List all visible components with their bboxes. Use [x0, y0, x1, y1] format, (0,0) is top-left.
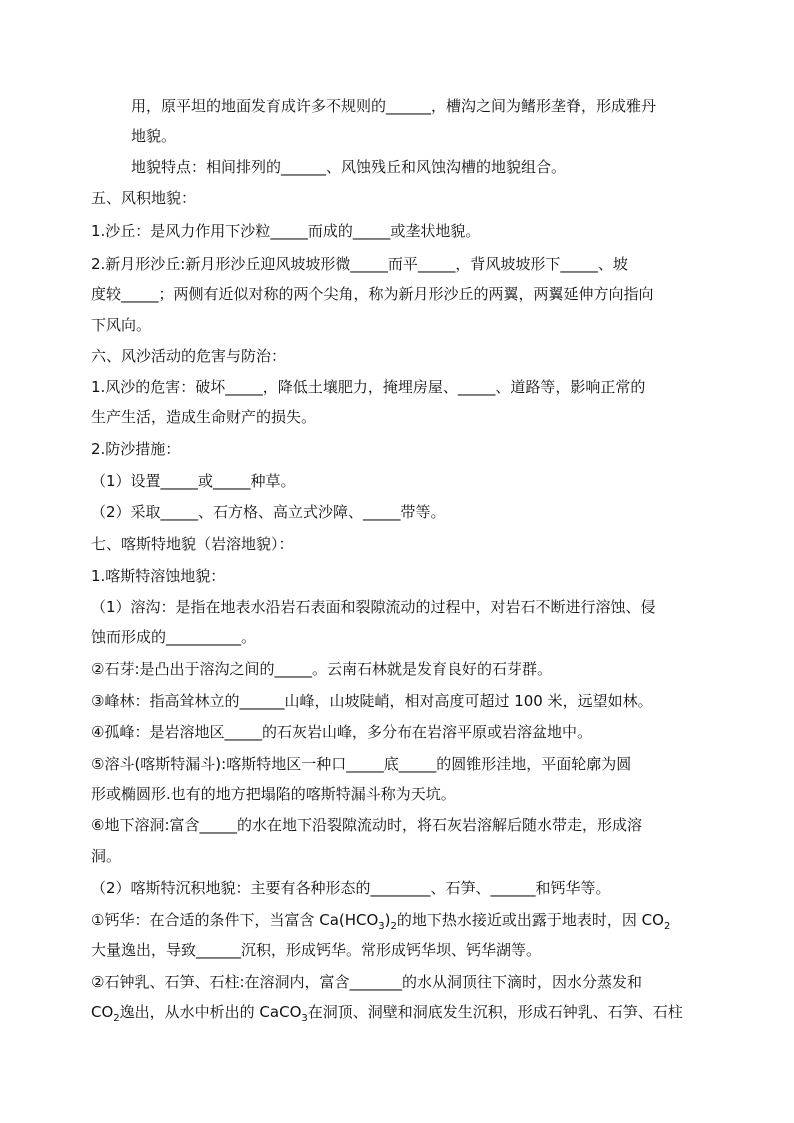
- text-line: 地貌特点：相间排列的______、风蚀残丘和风蚀沟槽的地貌组合。: [131, 158, 567, 176]
- text-line: ②石芽:是凸出于溶沟之间的_____。云南石林就是发育良好的石芽群。: [91, 660, 553, 678]
- text-line: ③峰林：指高耸林立的______山峰，山坡陡峭，相对高度可超过 100 米，远望如林。: [91, 692, 653, 710]
- text-line: $CO_2$逸出，从水中析出的 CaCO$_3$在洞顶、洞壁和洞底发生沉积，形成石钟乳、石笋、石柱: [91, 1003, 683, 1024]
- text-line: 1.沙丘：是风力作用下沙粒_____而成的_____或垄状地貌。: [91, 222, 481, 240]
- text-line: （1）溶沟：是指在地表水沿岩石表面和裂隙流动的过程中，对岩石不断进行溶蚀、侵: [91, 598, 656, 616]
- text-line: 蚀而形成的__________。: [91, 628, 257, 646]
- text-line: ⑥地下溶洞:富含_____的水在地下沿裂隙流动时，将石灰岩溶解后随水带走，形成溶: [91, 816, 643, 834]
- text-line: 大量逸出，导致______沉积，形成钙华。常形成钙华坝、钙华湖等。: [91, 941, 542, 959]
- text-line: 形或椭圆形.也有的地方把塌陷的喀斯特漏斗称为天坑。: [91, 785, 456, 803]
- text-line: （2）采取_____、石方格、高立式沙障、_____带等。: [91, 503, 446, 521]
- text-line: ②石钟乳、石笋、石柱:在溶洞内，富含_______的水从洞顶往下滴时，因水分蒸发和: [91, 973, 643, 991]
- section-heading: 六、风沙活动的危害与防治：: [91, 347, 287, 365]
- text-line: 地貌。: [131, 127, 177, 145]
- section-heading: 七、喀斯特地貌（岩溶地貌）：: [91, 535, 294, 553]
- text-line: 下风向。: [91, 316, 152, 334]
- text-line: 洞。: [91, 847, 122, 865]
- text-line: （1）设置_____或_____种草。: [91, 472, 296, 490]
- section-heading: 五、风积地貌：: [91, 189, 197, 207]
- text-line: （2）喀斯特沉积地貌：主要有各种形态的________、石笋、______和钙华等。: [91, 879, 611, 897]
- text-line: ⑤溶斗(喀斯特漏斗):喀斯特地区一种口_____底_____的圆锥形洼地，平面轮廓为圆: [91, 755, 632, 773]
- text-line: 度较_____；两侧有近似对称的两个尖角，称为新月形沙丘的两翼，两翼延伸方向指向: [91, 285, 654, 303]
- text-line: 生产生活，造成生命财产的损失。: [91, 408, 317, 426]
- text-line: 2.防沙措施：: [91, 440, 181, 458]
- text-line: ①钙华：在合适的条件下，当富含 $Ca(HCO_3)_2$的地下热水接近或出露于地表时，因 $CO_2$: [91, 911, 671, 932]
- text-line: ④孤峰：是岩溶地区_____的石灰岩山峰，多分布在岩溶平原或岩溶盆地中。: [91, 723, 592, 741]
- text-line: 2.新月形沙丘:新月形沙丘迎风坡坡形微_____而平_____，背风坡坡形下_____、坡: [91, 255, 628, 273]
- text-line: 用，原平坦的地面发育成许多不规则的______，槽沟之间为鳍形垄脊，形成雅丹: [131, 97, 657, 115]
- text-line: 1.喀斯特溶蚀地貌：: [91, 567, 226, 585]
- text-line: 1.风沙的危害：破坏_____，降低土壤肥力，掩埋房屋、_____、道路等，影响正常的: [91, 378, 646, 396]
